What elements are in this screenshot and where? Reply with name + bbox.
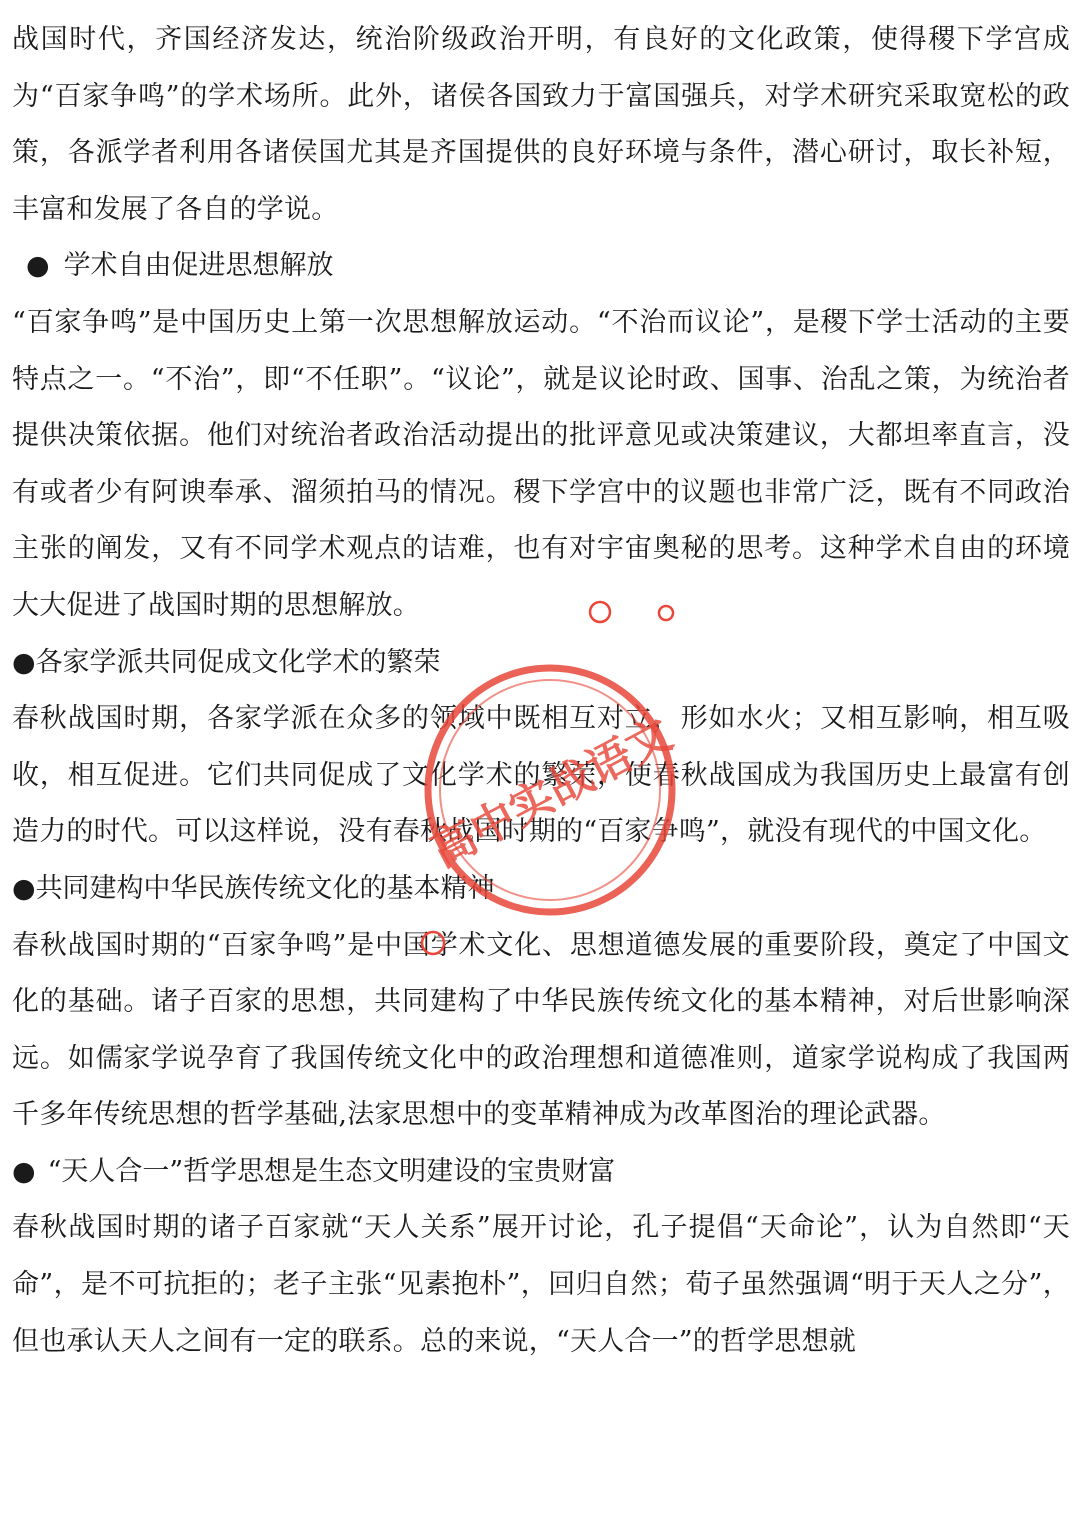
bullet-icon: ● (12, 1155, 36, 1187)
section-heading-text: 共同建构中华民族传统文化的基本精神 (35, 872, 495, 904)
document-page (12, 12, 1070, 1370)
paragraph-harmony: 春秋战国时期的诸子百家就“天人关系”展开讨论，孔子提倡“天命论”，认为自然即“天命”，是不可抗拒的；老子主张“见素抱朴”，回归自然；荀子虽然强调“明于天人之分”，但也承认天人之间有一定的联系。总的来说，“天人合一”的哲学思想就 (12, 1212, 1070, 1357)
bullet-icon: ● (26, 250, 50, 282)
section-heading-prosperity (12, 635, 1070, 692)
section-heading-academic-freedom (12, 238, 1070, 295)
paragraph-intro: 战国时代，齐国经济发达，统治阶级政治开明，有良好的文化政策，使得稷下学宫成为“百家争鸣”的学术场所。此外，诸侯各国致力于富国强兵，对学术研究采取宽松的政策，各派学者利用各诸侯国尤其是齐国提供的良好环境与条件，潜心研讨，取长补短，丰富和发展了各自的学说。 (12, 24, 1070, 225)
seal-text: 高中实战语文 (423, 708, 681, 878)
section-heading-harmony (12, 1144, 1070, 1201)
section-heading-national-spirit (12, 861, 1070, 918)
section-heading-text: 学术自由促进思想解放 (63, 250, 334, 282)
section-heading-text: 各家学派共同促成文化学术的繁荣 (35, 646, 441, 678)
bullet-icon: ● (12, 872, 36, 904)
section-heading-text: “天人合一”哲学思想是生态文明建设的宝贵财富 (47, 1155, 616, 1187)
paragraph-national-spirit: 春秋战国时期的“百家争鸣”是中国学术文化、思想道德发展的重要阶段，奠定了中国文化的基础。诸子百家的思想，共同建构了中华民族传统文化的基本精神，对后世影响深远。如儒家学说孕育了我国传统文化中的政治理想和道德准则，道家学说构成了我国两千多年传统思想的哲学基础,法家思想中的变革精神成为改革图治的理论武器。 (12, 929, 1070, 1131)
bullet-icon: ● (12, 646, 36, 678)
paragraph-academic-freedom: “百家争鸣”是中国历史上第一次思想解放运动。“不治而议论”，是稷下学士活动的主要特点之一。“不治”，即“不任职”。“议论”，就是议论时政、国事、治乱之策，为统治者提供决策依据。他们对统治者政治活动提出的批评意见或决策建议，大都坦率直言，没有或者少有阿谀奉承、溜须拍马的情况。稷下学宫中的议题也非常广泛，既有不同政治主张的阐发，又有不同学术观点的诘难，也有对宇宙奥秘的思考。这种学术自由的环境大大促进了战国时期的思想解放。 (12, 306, 1070, 621)
paragraph-prosperity: 春秋战国时期，各家学派在众多的领域中既相互对立，形如水火；又相互影响，相互吸收，相互促进。它们共同促成了文化学术的繁荣，使春秋战国成为我国历史上最富有创造力的时代。可以这样说，没有春秋战国时期的“百家争鸣”，就没有现代的中国文化。 (12, 703, 1070, 848)
